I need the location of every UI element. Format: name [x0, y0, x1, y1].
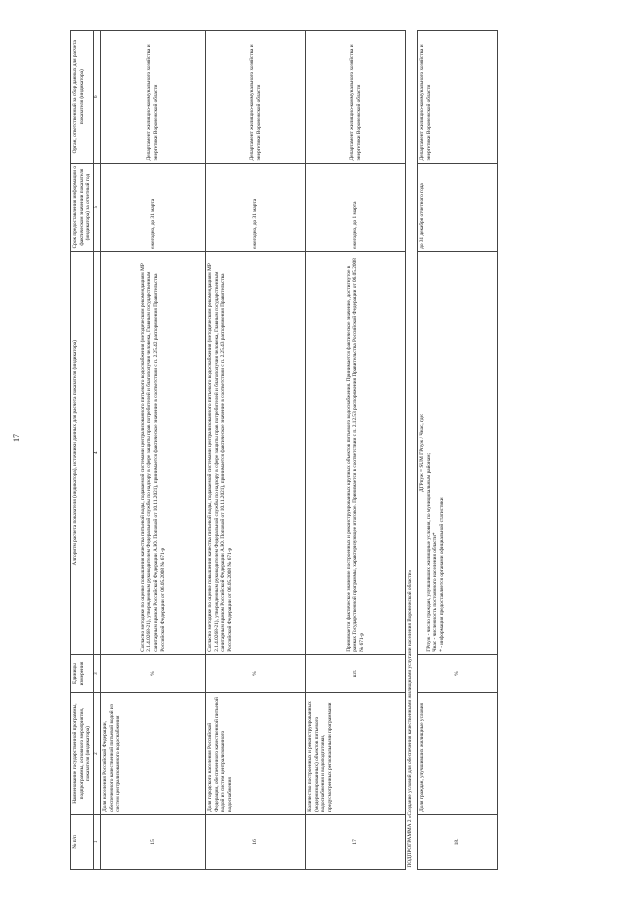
- subprogram-row: [406, 31, 418, 870]
- row-algorithm: Согласно методике по оценке повышения качества питьевой воды, подаваемой системами централизованного питьевого водоснабжения (методическим рекомендациям МР 2.1.4.0268-21), утвержденным руководителем Федеральной службы по надзору в сфере защиты прав потребителей и благополучия человека, Главным государственным санитарным врачом Российской Федерации А.Ю. Поповой от 10.11.2021), принимается фактическое значение в соответствии с п. 2.25.42 распоряжения Правительства Российской Федерации от 06.05.2008 № 671-р: [101, 251, 206, 654]
- table-row: [306, 31, 406, 870]
- col-number: 1: [93, 814, 100, 869]
- column-number-row: [93, 31, 100, 870]
- row-deadline: ежегодно, до 31 марта: [101, 163, 206, 251]
- table-row: [418, 31, 498, 870]
- row-name: Количество построенных и реконструированных (модернизированных) объектов питьевого водоснабжения и водоподготовки, предусмотренных региональными программами: [306, 693, 406, 814]
- row-deadline: ежегодно, до 1 марта: [306, 163, 406, 251]
- row-organ: Департамент жилищно-коммунального хозяйства и энергетики Воронежской области: [101, 31, 206, 164]
- table-row: [206, 31, 306, 870]
- row-algorithm: Принимается фактическое значение построенных и реконструированных крупных объектов питьевого водоснабжения. Принимается фактическое значение, достигнутое в рамках Государственной программы, характеризующее итоговое. Принимается в соответствии с п. 2.12.53 распоряжения Правительства Российской Федерации от 06.05.2008 № 671-р: [306, 251, 406, 654]
- header-algorithm: Алгоритм расчета показателя (индикатора), источники данных для расчета показателя (индикатора): [71, 251, 94, 654]
- row-algorithm: [418, 251, 498, 654]
- formula-explanation: Чнас - численность постоянного населения области*: [432, 532, 439, 652]
- row-unit: шт.: [306, 654, 406, 693]
- subprogram-title: ПОДПРОГРАММА 2 «Создание условий для обеспечения качественными жилищными услугами населения Воронежской области»: [406, 31, 418, 870]
- table-row: [101, 31, 206, 870]
- col-number: 2: [93, 693, 100, 814]
- rotated-table-container: [70, 30, 530, 870]
- header-deadline: Срок предоставления информации о фактическом значении показателя (индикатора) за отчетный год: [71, 163, 94, 251]
- row-organ: Департамент жилищно-коммунального хозяйства и энергетики Воронежской области: [418, 31, 498, 164]
- col-number: 6: [93, 31, 100, 164]
- row-num: 15: [101, 814, 206, 869]
- row-algorithm: Согласно методике по оценке повышения качества питьевой воды, подаваемой системами централизованного питьевого водоснабжения (методическим рекомендациям МР 2.1.4.0268-21), утвержденным руководителем Федеральной службы по надзору в сфере защиты прав потребителей и благополучия человека, Главным государственным санитарным врачом Российской Федерации А.Ю. Поповой от 10.11.2021), принимается фактическое значение в соответствии с п. 2.25.43 распоряжения Правительства Российской Федерации от 06.05.2008 № 671-р: [206, 251, 306, 654]
- col-number: 3: [93, 654, 100, 693]
- formula: ДГРпуж = SUM ГРпуж / Чнас, где:: [419, 413, 426, 492]
- header-row: [71, 31, 94, 870]
- row-num: 16: [206, 814, 306, 869]
- row-deadline: до 31 декабря отчетного года: [418, 163, 498, 251]
- header-name: Наименование государственной программы, подпрограммы, основного мероприятия, показателя (индикатора): [71, 693, 94, 814]
- row-num: 18.: [418, 814, 498, 869]
- header-unit: Единицы измерения: [71, 654, 94, 693]
- col-number: 4: [93, 251, 100, 654]
- page-number: 17: [12, 434, 21, 442]
- row-organ: Департамент жилищно-коммунального хозяйства и энергетики Воронежской области: [206, 31, 306, 164]
- formula-footnote: * - информация предоставляется органами официальной статистики: [438, 497, 445, 652]
- row-organ: Департамент жилищно-коммунального хозяйства и энергетики Воронежской области: [306, 31, 406, 164]
- indicators-table: [70, 30, 498, 870]
- formula-explanation: ГРпуж - число граждан, улучшивших жилищные условия, по муниципальным районам;: [425, 452, 432, 652]
- row-num: 17: [306, 814, 406, 869]
- row-name: Доля городского населения Российской Федерации, обеспеченного качественной питьевой водой из систем централизованного водоснабжения: [206, 693, 306, 814]
- row-deadline: ежегодно, до 31 марта: [206, 163, 306, 251]
- col-number: 5: [93, 163, 100, 251]
- row-unit: %: [206, 654, 306, 693]
- header-num: № п/п: [71, 814, 94, 869]
- row-unit: %: [101, 654, 206, 693]
- header-organ: Орган, ответственный за сбор данных для расчета показателя (индикатора): [71, 31, 94, 164]
- row-unit: %: [418, 654, 498, 693]
- row-name: Доля населения Российской Федерации, обеспеченного качественной питьевой водой из систем централизованного водоснабжения: [101, 693, 206, 814]
- row-name: Доля граждан, улучшивших жилищные условия: [418, 693, 498, 814]
